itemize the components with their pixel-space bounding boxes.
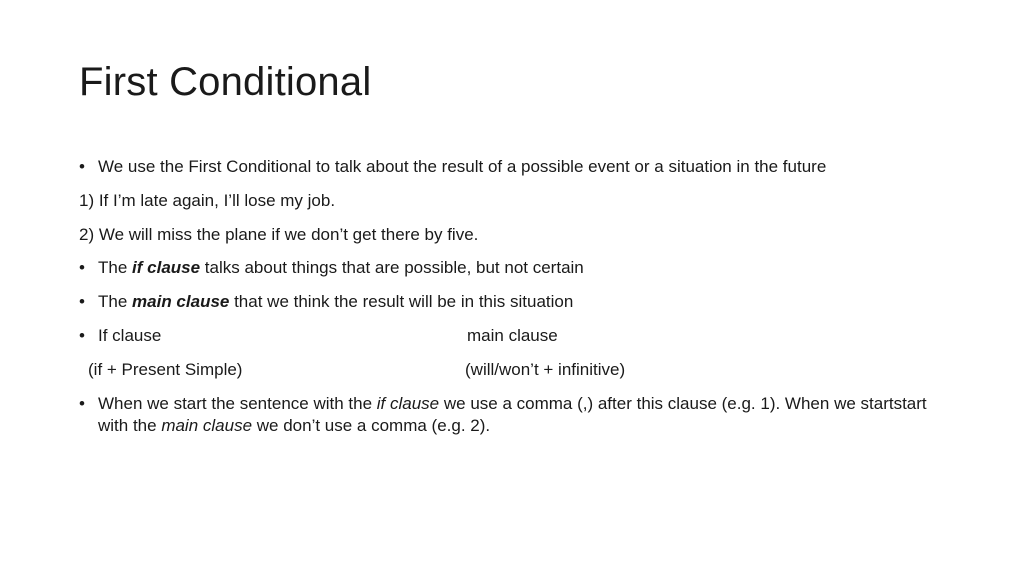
main-clause-pre: The [98, 292, 133, 312]
bullet-icon: • [79, 258, 85, 278]
bullet-icon: • [79, 325, 85, 345]
slide-title: First Conditional [79, 60, 372, 104]
column-left-heading: If clause [98, 325, 162, 345]
comma-rule-part2: we use a comma (,) after this clause (e.g. 1). When we startstart with the [98, 393, 927, 435]
column-left-form: (if + Present Simple) [88, 359, 243, 379]
bullet-icon: • [79, 292, 85, 312]
if-clause-pre: The [98, 258, 133, 278]
main-clause-term: main clause [132, 292, 230, 312]
bullet-main-clause [79, 291, 959, 313]
comma-rule-part1: When we start the sentence with the [98, 393, 377, 413]
bullet-clause-columns [79, 325, 959, 347]
if-clause-post: talks about things that are possible, but not certain [200, 258, 584, 278]
column-right-heading: main clause [467, 325, 558, 345]
column-right-form: (will/won’t + infinitive) [465, 359, 626, 379]
slide-body [79, 156, 959, 448]
bullet-if-clause [79, 257, 959, 279]
bullet-icon: • [79, 157, 85, 176]
comma-rule-term2: main clause [161, 415, 253, 435]
definition-text: We use the First Conditional to talk about the result of a possible event or a situation in the future [98, 157, 827, 176]
clause-forms-row [79, 359, 959, 381]
main-clause-post: that we think the result will be in this situation [229, 292, 574, 312]
bullet-icon: • [79, 393, 85, 413]
example-1: 1) If I’m late again, I’ll lose my job. [79, 190, 336, 210]
comma-rule-term1: if clause [376, 393, 440, 413]
example-2: 2) We will miss the plane if we don’t get there by five. [79, 224, 479, 244]
bullet-definition [79, 156, 959, 178]
comma-rule-part3: we don’t use a comma (e.g. 2). [252, 415, 491, 435]
if-clause-term: if clause [132, 258, 201, 278]
bullet-comma-rule [79, 393, 959, 437]
